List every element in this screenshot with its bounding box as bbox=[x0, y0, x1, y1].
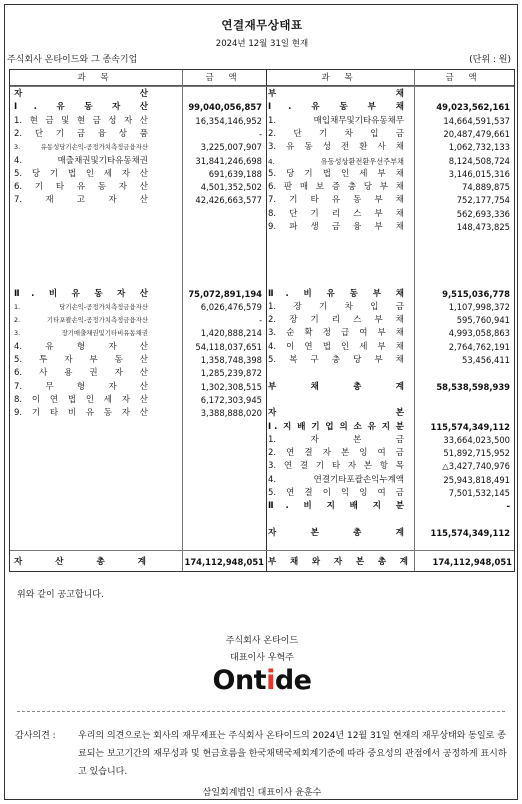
right-amount-header: 금 액 bbox=[414, 70, 514, 86]
header-rule bbox=[10, 86, 514, 87]
asset-item-amount: 6,026,476,579 bbox=[200, 301, 262, 312]
liab-equity-row bbox=[10, 381, 514, 394]
liab-equity-item-label: 5. 복 구 충 당 부 채 bbox=[268, 355, 404, 365]
asset-item-label: 8. 이 연 법 인 세 자 산 bbox=[14, 394, 148, 405]
liab-equity-row bbox=[10, 115, 514, 128]
asset-item-amount: 6,172,303,945 bbox=[200, 394, 262, 405]
liab-equity-row bbox=[10, 128, 514, 141]
liab-equity-row bbox=[10, 234, 514, 247]
liab-equity-row bbox=[10, 447, 514, 460]
liab-equity-item-amount: 25,943,818,491 bbox=[443, 474, 510, 485]
right-item-header: 과 목 bbox=[266, 70, 414, 86]
liab-equity-item-amount: 9,515,036,778 bbox=[442, 288, 510, 299]
liab-equity-row bbox=[10, 221, 514, 234]
asset-item-label: 7. 재 고 자 산 bbox=[14, 195, 148, 206]
liab-equity-item-amount: 51,892,715,952 bbox=[443, 448, 510, 459]
asset-item-label: Ⅱ. 비 유 동 자 산 bbox=[14, 288, 148, 299]
asset-item-amount: 1,420,888,214 bbox=[200, 328, 262, 339]
liab-equity-item-amount: 53,456,411 bbox=[462, 355, 510, 365]
liab-equity-row bbox=[10, 155, 514, 168]
company-name: 주식회사 온타이드와 그 종속기업 bbox=[7, 55, 138, 65]
asset-item-label: 1. 당기손익-공정가치측정금융자산 bbox=[14, 302, 148, 311]
liab-equity-item-amount: 49,023,562,161 bbox=[436, 102, 510, 113]
liab-equity-item-amount: 74,889,875 bbox=[462, 182, 510, 193]
liab-equity-item-label: 3. 유 동 성 전 환 사 채 bbox=[268, 142, 404, 153]
announcement-text: 위와 같이 공고합니다. bbox=[17, 590, 104, 600]
liab-equity-row bbox=[10, 460, 514, 473]
liab-equity-row bbox=[10, 394, 514, 407]
liab-equity-item-label: Ⅰ. 지 배 기 업 의 소 유 지 분 bbox=[268, 421, 404, 432]
liab-equity-item-label: 1. 장 기 차 입 금 bbox=[268, 301, 404, 312]
liab-equity-item-amount: - bbox=[506, 501, 510, 512]
asset-item-label: 1. 현 금 및 현 금 성 자 산 bbox=[14, 115, 148, 126]
asset-item-amount: 1,285,239,872 bbox=[200, 368, 262, 379]
total-liab-equity-label: 부 채 와 자 본 총 계 bbox=[268, 557, 408, 567]
liab-equity-row bbox=[10, 181, 514, 194]
liab-equity-item-amount: 4,993,058,863 bbox=[448, 328, 510, 339]
liab-equity-item-label: 부 채 bbox=[268, 89, 404, 99]
asset-item-label: Ⅰ. 유 동 자 산 bbox=[14, 102, 148, 113]
asset-item-amount: - bbox=[258, 128, 262, 139]
balance-sheet-table bbox=[9, 69, 515, 572]
liab-equity-row bbox=[10, 434, 514, 447]
total-assets-label: 자 산 총 계 bbox=[14, 557, 146, 567]
asset-item-label: 3. 장기매출채권및기타비유동채권 bbox=[14, 329, 148, 338]
liab-equity-item-label: 5. 당 기 법 인 세 부 채 bbox=[268, 168, 404, 179]
asset-item-amount: 4,501,352,502 bbox=[200, 182, 262, 193]
asset-item-amount: 1,302,308,515 bbox=[200, 381, 262, 392]
liab-equity-item-label: 2. 장 기 리 스 부 채 bbox=[268, 315, 404, 326]
asset-item-label: 7. 무 형 자 산 bbox=[14, 381, 148, 392]
liab-equity-row bbox=[10, 208, 514, 221]
liab-equity-row bbox=[10, 168, 514, 181]
asset-item-label: 2. 기타포괄손익-공정가치측정금융자산 bbox=[14, 316, 148, 325]
liab-equity-item-amount: 562,693,336 bbox=[456, 208, 510, 219]
asset-item-label: 5. 투 자 부 동 산 bbox=[14, 355, 148, 365]
divider bbox=[17, 711, 505, 712]
liab-equity-item-amount: 1,062,732,133 bbox=[448, 142, 510, 153]
liab-equity-item-amount: 595,760,941 bbox=[456, 315, 510, 326]
liab-equity-item-label: 3. 순 확 정 급 여 부 채 bbox=[268, 328, 404, 339]
liab-equity-item-amount: 8,124,508,724 bbox=[448, 155, 510, 166]
liab-equity-row bbox=[10, 421, 514, 434]
asset-item-amount: 31,841,246,698 bbox=[195, 155, 262, 166]
liab-equity-row bbox=[10, 101, 514, 114]
liab-equity-row bbox=[10, 487, 514, 500]
left-item-header: 과 목 bbox=[10, 70, 182, 86]
asset-item-label: 6. 사 용 권 자 산 bbox=[14, 368, 148, 379]
total-liab-equity-amount: 174,112,948,051 bbox=[432, 557, 512, 567]
liab-equity-item-amount: 3,146,015,316 bbox=[448, 168, 510, 179]
liab-equity-item-amount: 115,574,349,112 bbox=[430, 527, 510, 538]
asset-item-label: 6. 기 타 유 동 자 산 bbox=[14, 182, 148, 193]
liab-equity-item-label: 3. 연 결 기 타 자 본 항 목 bbox=[268, 461, 404, 472]
asset-item-label: 4. 유 형 자 산 bbox=[14, 341, 148, 352]
liab-equity-item-amount: △3,427,740,976 bbox=[442, 461, 510, 472]
liab-equity-row bbox=[10, 301, 514, 314]
liab-equity-item-label: Ⅱ. 비 지 배 지 분 bbox=[268, 501, 404, 512]
asset-item-amount: - bbox=[258, 315, 262, 326]
liab-equity-row bbox=[10, 274, 514, 287]
audit-opinion-text: 우리의 의견으로는 회사의 재무제표는 주식회사 온타이드의 2024년 12월 31일 현재의 재무상태와 동일로 종료되는 보고기간의 재무성과 및 현금흐름을 한국채택국제회계기준에 따라 중요성의 관점에서 공정하게 표시하고 있습니다. bbox=[78, 731, 507, 777]
liab-equity-row bbox=[10, 248, 514, 261]
asset-item-amount: 42,426,663,577 bbox=[195, 195, 262, 206]
asset-item-label: 3. 유동성당기손익-공정가치측정금융자산 bbox=[14, 143, 148, 152]
ceo-signature: 대표이사 우혁주 bbox=[230, 653, 294, 663]
liab-equity-row bbox=[10, 194, 514, 207]
asset-item-label: 5. 당 기 법 인 세 자 산 bbox=[14, 168, 148, 179]
liab-equity-row bbox=[10, 327, 514, 340]
liab-equity-item-label: 4. 연결기타포괄손익누계액 bbox=[268, 474, 404, 485]
asset-item-amount: 54,118,037,651 bbox=[195, 341, 262, 352]
liab-equity-item-label: 자 본 bbox=[268, 408, 404, 419]
audit-opinion-label: 감사의견 : bbox=[15, 731, 56, 741]
asset-item-amount: 16,354,146,952 bbox=[195, 115, 262, 126]
asset-item-amount: 99,040,056,857 bbox=[188, 102, 262, 113]
total-assets-amount: 174,112,948,051 bbox=[184, 557, 264, 567]
left-amount-header: 금 액 bbox=[182, 70, 266, 86]
liab-equity-row bbox=[10, 314, 514, 327]
liab-equity-item-label: Ⅱ. 비 유 동 부 채 bbox=[268, 288, 404, 299]
liab-equity-row bbox=[10, 141, 514, 154]
unit-label: (단위 : 원) bbox=[469, 55, 511, 65]
liab-equity-item-label: 6. 판 매 보 증 충 당 부 채 bbox=[268, 182, 404, 193]
liab-equity-item-label: 자 본 총 계 bbox=[268, 527, 404, 538]
asset-item-label: 자 산 bbox=[14, 89, 148, 99]
liab-equity-item-amount: 14,664,591,537 bbox=[443, 115, 510, 126]
liab-equity-item-label: 2. 단 기 차 입 금 bbox=[268, 128, 404, 139]
liab-equity-item-label: 9. 파 생 금 융 부 채 bbox=[268, 222, 404, 232]
liab-equity-item-amount: 7,501,532,145 bbox=[448, 488, 510, 498]
liab-equity-row bbox=[10, 514, 514, 527]
liab-equity-item-amount: 20,487,479,661 bbox=[443, 128, 510, 139]
liab-equity-row bbox=[10, 88, 514, 101]
liab-equity-item-amount: 33,664,023,500 bbox=[443, 434, 510, 445]
liab-equity-item-label: 7. 기 타 유 동 부 채 bbox=[268, 195, 404, 206]
liab-equity-item-label: 1. 매입채무및기타유동채무 bbox=[268, 115, 404, 126]
asset-item-label: 2. 단 기 금 융 상 품 bbox=[14, 128, 148, 139]
liab-equity-row bbox=[10, 354, 514, 367]
liab-equity-item-label: 8. 단 기 리 스 부 채 bbox=[268, 208, 404, 219]
liab-equity-item-amount: 2,764,762,191 bbox=[448, 341, 510, 352]
document-title: 연결재무상태표 bbox=[221, 18, 303, 32]
asset-item-amount: 3,388,888,020 bbox=[200, 408, 262, 419]
liab-equity-item-label: 4. 이 연 법 인 세 부 채 bbox=[268, 341, 404, 352]
liab-equity-row bbox=[10, 261, 514, 274]
liab-equity-item-amount: 58,538,598,939 bbox=[436, 381, 510, 392]
liab-equity-item-label: 부 채 총 계 bbox=[268, 381, 404, 392]
liab-equity-item-amount: 1,107,998,372 bbox=[448, 301, 510, 312]
liab-equity-item-amount: 115,574,349,112 bbox=[430, 421, 510, 432]
liab-equity-row bbox=[10, 500, 514, 513]
asset-item-amount: 3,225,007,907 bbox=[200, 142, 262, 153]
liab-equity-item-label: Ⅰ. 유 동 부 채 bbox=[268, 102, 404, 113]
auditor-name: 삼일회계법인 대표이사 윤훈수 bbox=[202, 788, 322, 798]
asset-item-amount: 75,072,891,194 bbox=[188, 288, 262, 299]
liab-equity-item-amount: 752,177,754 bbox=[456, 195, 510, 206]
asset-item-label: 9. 기 타 비 유 동 자 산 bbox=[14, 408, 148, 419]
liab-equity-row bbox=[10, 474, 514, 487]
balance-sheet-notice bbox=[4, 4, 518, 800]
total-rule bbox=[10, 550, 514, 551]
ontide-logo: Ontide bbox=[212, 665, 312, 696]
asset-item-amount: 691,639,188 bbox=[208, 168, 262, 179]
liab-equity-row bbox=[10, 288, 514, 301]
report-date: 2024년 12월 31일 현재 bbox=[215, 39, 309, 49]
totals-row bbox=[14, 556, 514, 569]
liab-equity-item-label: 2. 연 결 자 본 잉 여 금 bbox=[268, 448, 404, 459]
liab-equity-item-amount: 148,473,825 bbox=[456, 222, 510, 232]
liab-equity-item-label: 4. 유동성상환전환우선주부채 bbox=[268, 156, 404, 166]
company-signature: 주식회사 온타이드 bbox=[225, 636, 299, 646]
liab-equity-row bbox=[10, 407, 514, 420]
liab-equity-item-label: 5. 연 결 이 익 잉 여 금 bbox=[268, 488, 404, 498]
asset-item-label: 4. 매출채권및기타유동채권 bbox=[14, 155, 148, 166]
liab-equity-row bbox=[10, 367, 514, 380]
liab-equity-row bbox=[10, 527, 514, 540]
liab-equity-row bbox=[10, 341, 514, 354]
asset-item-amount: 1,358,748,398 bbox=[200, 355, 262, 365]
liab-equity-item-label: 1. 자 본 금 bbox=[268, 434, 404, 445]
